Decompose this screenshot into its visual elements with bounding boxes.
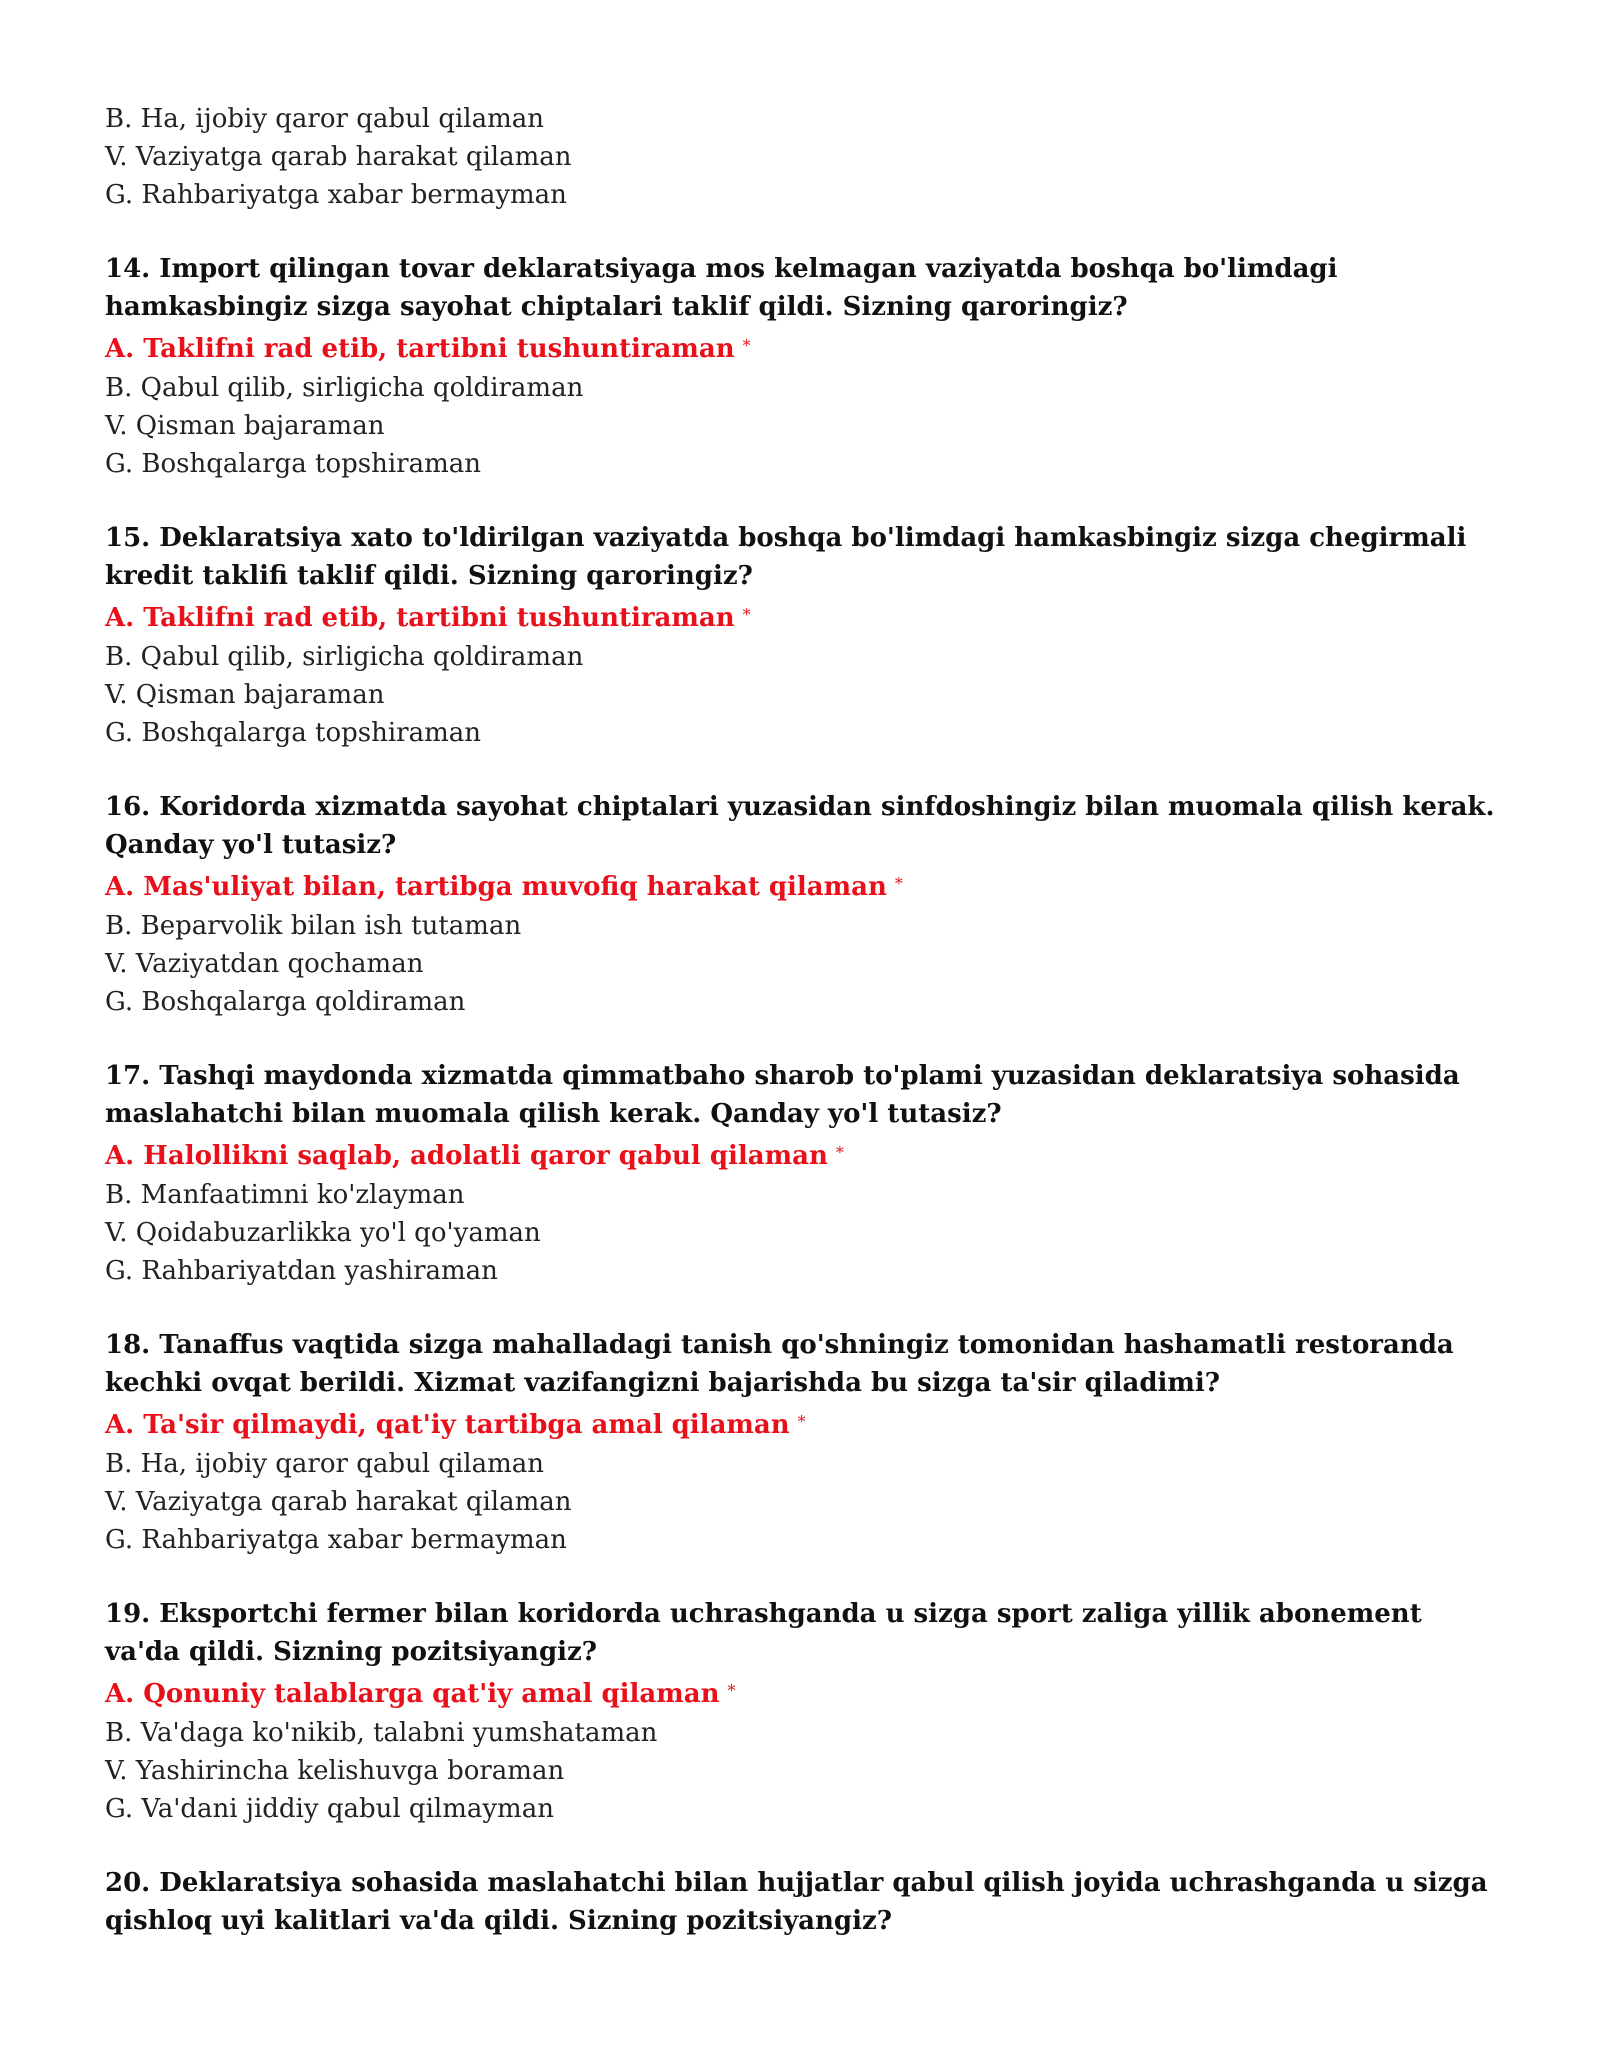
answer-option: B. Beparvolik bilan ish tutaman [105, 911, 522, 941]
answer-option: V. Qisman bajaraman [105, 680, 385, 710]
answer-option: B. Va'daga ko'nikib, talabni yumshataman [105, 1718, 658, 1748]
answer-option: B. Manfaatimni ko'zlayman [105, 1180, 465, 1210]
answer-option: B. Qabul qilib, sirligicha qoldiraman [105, 642, 584, 672]
correct-answer [105, 864, 1505, 907]
correct-answer-text: A. Ta'sir qilmaydi, qat'iy tartibga amal qilaman [105, 1410, 790, 1440]
answer-option: G. Boshqalarga qoldiraman [105, 987, 466, 1017]
correct-answer-text: A. Qonuniy talablarga qat'iy amal qilaman [105, 1679, 720, 1709]
answer-option: G. Va'dani jiddiy qabul qilmayman [105, 1794, 554, 1824]
question-text: 17. Tashqi maydonda xizmatda qimmatbaho sharob to'plami yuzasidan deklaratsiya sohasida maslahatchi bilan muomala qilish kerak. Qanday yo'l tutasiz? [105, 1061, 1460, 1129]
correct-answer [105, 1402, 1505, 1445]
question-text: 19. Eksportchi fermer bilan koridorda uchrashganda u sizga sport zaliga yillik abonement va'da qildi. Sizning pozitsiyangiz? [105, 1599, 1422, 1667]
answer-option: G. Boshqalarga topshiraman [105, 449, 481, 479]
correct-marker: * [894, 874, 903, 893]
answer-option: V. Vaziyatdan qochaman [105, 949, 424, 979]
answer-option: G. Rahbariyatga xabar bermayman [105, 1525, 567, 1555]
answer-option: V. Qoidabuzarlikka yo'l qo'yaman [105, 1218, 541, 1248]
question-block [105, 1057, 1505, 1290]
correct-marker: * [727, 1681, 736, 1700]
answer-option: G. Rahbariyatga xabar bermayman [105, 180, 567, 210]
correct-answer-text: A. Halollikni saqlab, adolatli qaror qabul qilaman [105, 1141, 828, 1171]
correct-answer [105, 1133, 1505, 1176]
document-page [105, 100, 1505, 1940]
question-block [105, 1326, 1505, 1559]
correct-answer [105, 326, 1505, 369]
correct-answer-text: A. Taklifni rad etib, tartibni tushuntiraman [105, 603, 735, 633]
question-block [105, 519, 1505, 752]
correct-answer [105, 1671, 1505, 1714]
question-text: 15. Deklaratsiya xato to'ldirilgan vaziyatda boshqa bo'limdagi hamkasbingiz sizga chegirmali kredit taklifi taklif qildi. Sizning qaroringiz? [105, 523, 1467, 591]
question-block [105, 1595, 1505, 1828]
question-block [105, 1864, 1505, 1940]
correct-answer-text: A. Taklifni rad etib, tartibni tushuntiraman [105, 334, 735, 364]
question-text: 18. Tanaffus vaqtida sizga mahalladagi tanish qo'shningiz tomonidan hashamatli restoranda kechki ovqat berildi. Xizmat vazifangizni bajarishda bu sizga ta'sir qiladimi? [105, 1330, 1454, 1398]
question-text: 20. Deklaratsiya sohasida maslahatchi bilan hujjatlar qabul qilish joyida uchrashganda u sizga qishloq uyi kalitlari va'da qildi. Sizning pozitsiyangiz? [105, 1868, 1488, 1936]
answer-option: G. Rahbariyatdan yashiraman [105, 1256, 498, 1286]
correct-marker: * [742, 336, 751, 355]
answer-option: B. Qabul qilib, sirligicha qoldiraman [105, 373, 584, 403]
answer-option: B. Ha, ijobiy qaror qabul qilaman [105, 104, 544, 134]
answer-option: V. Qisman bajaraman [105, 411, 385, 441]
question-text: 14. Import qilingan tovar deklaratsiyaga mos kelmagan vaziyatda boshqa bo'limdagi hamkasbingiz sizga sayohat chiptalari taklif qildi. Sizning qaroringiz? [105, 254, 1338, 322]
correct-marker: * [835, 1143, 844, 1162]
answer-option: V. Vaziyatga qarab harakat qilaman [105, 1487, 572, 1517]
answer-option: V. Vaziyatga qarab harakat qilaman [105, 142, 572, 172]
answer-option: B. Ha, ijobiy qaror qabul qilaman [105, 1449, 544, 1479]
answer-option: V. Yashirincha kelishuvga boraman [105, 1756, 565, 1786]
correct-answer [105, 595, 1505, 638]
question-block [105, 788, 1505, 1021]
correct-marker: * [797, 1412, 806, 1431]
previous-question-options [105, 100, 1505, 214]
question-text: 16. Koridorda xizmatda sayohat chiptalari yuzasidan sinfdoshingiz bilan muomala qilish kerak. Qanday yo'l tutasiz? [105, 792, 1495, 860]
correct-answer-text: A. Mas'uliyat bilan, tartibga muvofiq harakat qilaman [105, 872, 887, 902]
answer-option: G. Boshqalarga topshiraman [105, 718, 481, 748]
correct-marker: * [742, 605, 751, 624]
question-block [105, 250, 1505, 483]
